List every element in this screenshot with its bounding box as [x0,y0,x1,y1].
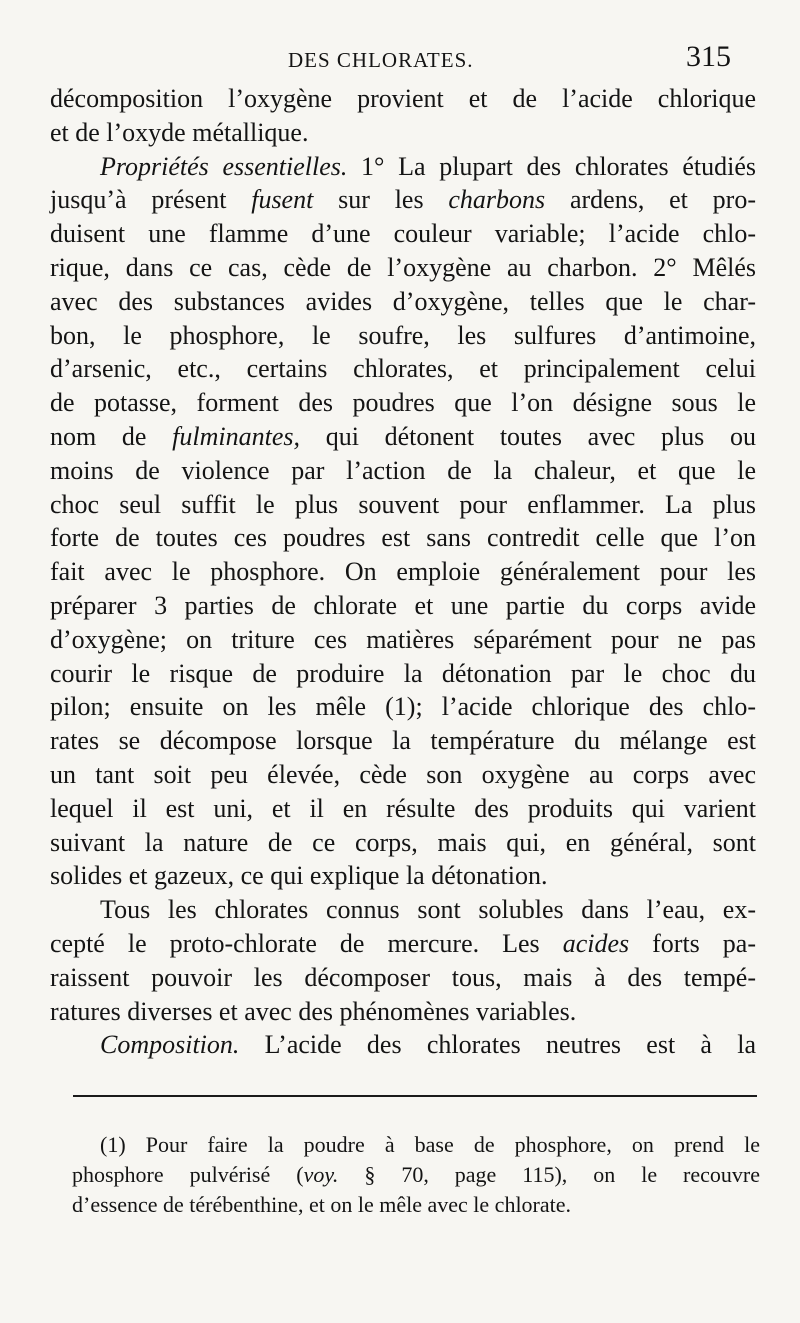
text-line: moins de violence par l’action de la chaleur, et que le [50,455,756,485]
text-line: Propriétés essentielles. 1° La plupart des chlorates étudiés [100,151,756,181]
text-line: de potasse, forment des poudres que l’on désigne sous le [50,388,756,418]
text-line: rates se décompose lorsque la température du mélange est [50,726,756,756]
footnote-line: (1) Pour faire la poudre à base de phosphore, on prend le [100,1132,760,1157]
text-line: choc seul suffit le plus souvent pour enflammer. La plus [50,489,756,519]
text-line: jusqu’à présent fusent sur les charbons ardens, et pro- [50,185,756,215]
text-line: courir le risque de produire la détonation par le choc du [50,658,756,688]
text-line: rique, dans ce cas, cède de l’oxygène au charbon. 2° Mêlés [50,252,756,282]
text-line: décomposition l’oxygène provient et de l’acide chlorique [50,84,756,113]
text-line: Composition. L’acide des chlorates neutres est à la [100,1030,756,1060]
body-text [50,82,756,1062]
text-line: raissent pouvoir les décomposer tous, mais à des tempé- [50,962,756,992]
text-line: d’arsenic, etc., certains chlorates, et principalement celui [50,354,756,384]
text-line: lequel il est uni, et il en résulte des produits qui varient [50,793,756,823]
text-line: nom de fulminantes, qui détonent toutes avec plus ou [50,421,756,451]
text-line: bon, le phosphore, le soufre, les sulfures d’antimoine, [50,320,756,350]
text-line: Tous les chlorates connus sont solubles dans l’eau, ex- [100,895,756,925]
text-line: préparer 3 parties de chlorate et une partie du corps avide [50,590,756,620]
text-line: solides et gazeux, ce qui explique la détonation. [50,861,548,891]
text-line: pilon; ensuite on les mêle (1); l’acide chlorique des chlo- [50,692,756,722]
text-line: duisent une flamme d’une couleur variable; l’acide chlo- [50,219,756,249]
footnote-rule [73,1095,757,1097]
footnote-line: phosphore pulvérisé (voy. § 70, page 115), on le recouvre [72,1162,760,1187]
text-line: d’oxygène; on triture ces matières séparément pour ne pas [50,624,756,654]
text-line: forte de toutes ces poudres est sans contredit celle que l’on [50,523,756,553]
text-line: un tant soit peu élevée, cède son oxygène au corps avec [50,759,756,789]
footnote-line: d’essence de térébenthine, et on le mêle avec le chlorate. [72,1192,572,1217]
running-title: DES CHLORATES. [288,48,474,72]
running-head [0,40,800,80]
text-line: avec des substances avides d’oxygène, telles que le char- [50,286,756,316]
text-line: ratures diverses et avec des phénomènes variables. [50,996,577,1026]
text-line: et de l’oxyde métallique. [50,117,309,147]
text-line: fait avec le phosphore. On emploie généralement pour les [50,557,756,587]
footnote [72,1130,760,1220]
page-number: 315 [686,40,731,73]
text-line: suivant la nature de ce corps, mais qui, en général, sont [50,827,756,857]
text-line: cepté le proto-chlorate de mercure. Les acides forts pa- [50,928,756,958]
